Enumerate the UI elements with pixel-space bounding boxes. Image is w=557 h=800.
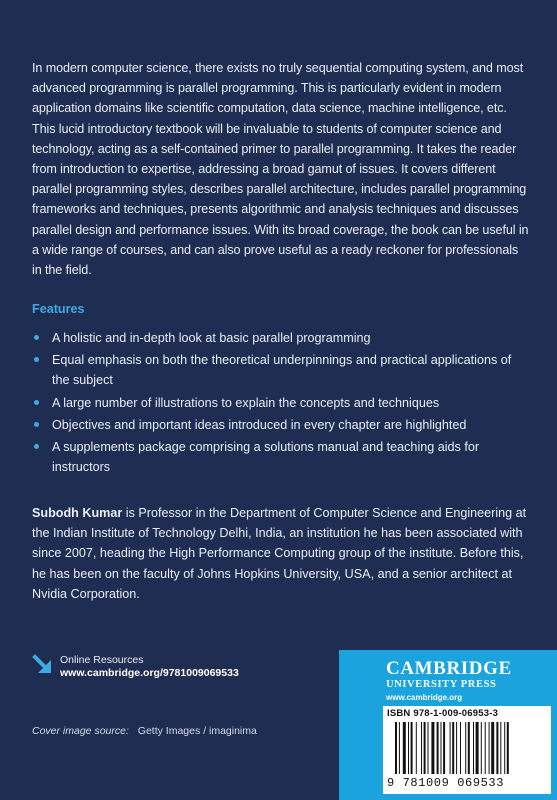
bullet-icon: [34, 444, 39, 449]
barcode-stripe: [424, 722, 426, 774]
book-description: In modern computer science, there exists no truly sequential computing system, and most advanced programming is parallel programming. This is particularly evident in modern application domains like scientific computation, data science, machine intelligence, etc. This lucid introductory textbook will be invaluable to students of computer science and technology, acting as a self-contained primer to parallel programming. It takes the reader from introduction to expertise, addressing a broad gamut of issues. It covers different parallel programming styles, describes parallel architecture, includes parallel programming frameworks and techniques, presents algorithmic and analysis techniques and discusses parallel design and performance issues. With its broad coverage, the book can be useful in a wide range of courses, and can also prove useful as a ready reckoner for professionals in the field.: [32, 61, 529, 278]
barcode-stripe: [411, 722, 413, 774]
publisher-name: CAMBRIDGE: [386, 658, 512, 679]
author-name: Subodh Kumar: [32, 506, 123, 520]
barcode-stripe: [500, 722, 501, 774]
arrow-down-right-icon: [32, 654, 54, 676]
barcode-stripe: [465, 722, 466, 774]
barcode-stripe: [481, 722, 482, 774]
barcode-stripe: [468, 722, 470, 774]
barcode-stripe: [489, 722, 490, 774]
barcode-stripe: [399, 722, 400, 774]
isbn-text: ISBN 978-1-009-06953-3: [387, 708, 499, 719]
cover-credit: [32, 725, 257, 737]
barcode-stripe: [456, 722, 457, 774]
barcode-stripe: [452, 722, 454, 774]
cover-credit-label: Cover image source:: [32, 725, 129, 737]
bullet-icon: [34, 357, 39, 362]
barcode-stripe: [504, 722, 505, 774]
barcode-stripe: [476, 722, 479, 774]
barcode-stripe: [408, 722, 409, 774]
barcode-stripe: [403, 722, 406, 774]
publisher-panel: [339, 650, 557, 800]
barcode-bars: [395, 722, 547, 774]
bullet-icon: [34, 422, 39, 427]
bullet-icon: [34, 400, 39, 405]
feature-item: Objectives and important ideas introduced in every chapter are highlighted: [32, 415, 530, 435]
barcode-stripe: [496, 722, 498, 774]
features-heading: Features: [32, 302, 85, 316]
barcode: [383, 706, 551, 794]
online-resources-label: Online Resources: [60, 654, 144, 666]
feature-item: Equal emphasis on both the theoretical underpinnings and practical applications of the subject: [32, 350, 530, 390]
bullet-icon: [34, 335, 39, 340]
barcode-stripe: [431, 722, 434, 774]
barcode-stripe: [443, 722, 445, 774]
online-resources[interactable]: [32, 654, 239, 684]
feature-item: A supplements package comprising a solutions manual and teaching aids for instructors: [32, 437, 530, 477]
barcode-stripe: [507, 722, 509, 774]
barcode-stripe: [395, 722, 397, 774]
online-resources-link[interactable]: www.cambridge.org/9781009069533: [60, 667, 239, 679]
features-list: [32, 328, 530, 479]
barcode-stripe: [441, 722, 442, 774]
barcode-stripe: [460, 722, 461, 774]
barcode-stripe: [421, 722, 422, 774]
barcode-stripe: [473, 722, 474, 774]
barcode-digits: 9 781009 069533: [387, 776, 505, 790]
barcode-stripe: [428, 722, 429, 774]
barcode-stripe: [491, 722, 494, 774]
author-bio: [32, 503, 530, 604]
barcode-stripe: [416, 722, 417, 774]
barcode-stripe: [437, 722, 439, 774]
barcode-stripe: [450, 722, 451, 774]
publisher-website: www.cambridge.org: [386, 693, 463, 702]
publisher-press: UNIVERSITY PRESS: [386, 679, 497, 690]
feature-item: A large number of illustrations to explain the concepts and techniques: [32, 393, 530, 413]
feature-item: A holistic and in-depth look at basic parallel programming: [32, 328, 530, 348]
barcode-stripe: [485, 722, 486, 774]
author-bio-text: is Professor in the Department of Computer Science and Engineering at the Indian Institute of Technology Delhi, India, an institution he has been associated with since 2007, heading the High Performance Computing group of the institute. Before this, he has been on the faculty of Johns Hopkins University, USA, and a senior architect at Nvidia Corporation.: [32, 506, 527, 601]
cover-credit-value: Getty Images / imaginima: [137, 725, 257, 737]
